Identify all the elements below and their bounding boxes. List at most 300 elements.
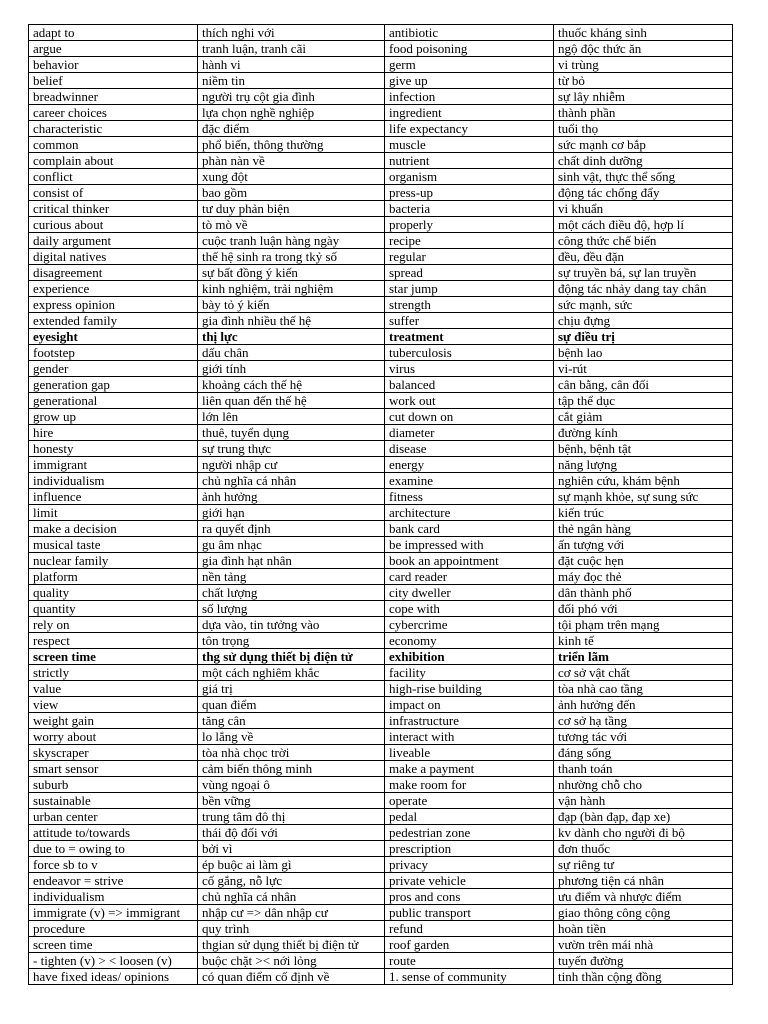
vietnamese-meaning-left: giới tính (198, 361, 385, 377)
vietnamese-meaning-left: ép buộc ai làm gì (198, 857, 385, 873)
english-term-right: city dweller (385, 585, 554, 601)
table-row (29, 153, 733, 169)
english-term-right: bacteria (385, 201, 554, 217)
table-row (29, 585, 733, 601)
vietnamese-meaning-left: chất lượng (198, 585, 385, 601)
table-row (29, 761, 733, 777)
table-row (29, 569, 733, 585)
vietnamese-meaning-left: chủ nghĩa cá nhân (198, 889, 385, 905)
vietnamese-meaning-left: chủ nghĩa cá nhân (198, 473, 385, 489)
vietnamese-meaning-right: đều, đều đặn (554, 249, 733, 265)
table-row (29, 825, 733, 841)
vietnamese-meaning-left: bền vững (198, 793, 385, 809)
vietnamese-meaning-right: từ bỏ (554, 73, 733, 89)
table-row (29, 185, 733, 201)
english-term-right: tuberculosis (385, 345, 554, 361)
english-term-right: liveable (385, 745, 554, 761)
vietnamese-meaning-right: vi-rút (554, 361, 733, 377)
english-term-left: grow up (29, 409, 198, 425)
vietnamese-meaning-right: ngộ độc thức ăn (554, 41, 733, 57)
english-term-left: disagreement (29, 265, 198, 281)
table-row (29, 713, 733, 729)
vietnamese-meaning-left: lo lắng về (198, 729, 385, 745)
english-term-right: cut down on (385, 409, 554, 425)
vietnamese-meaning-right: giao thông công cộng (554, 905, 733, 921)
table-row (29, 249, 733, 265)
vietnamese-meaning-right: nhường chỗ cho (554, 777, 733, 793)
vietnamese-meaning-right: bệnh lao (554, 345, 733, 361)
table-row (29, 217, 733, 233)
vocabulary-table-body (29, 25, 733, 985)
vietnamese-meaning-left: bởi vì (198, 841, 385, 857)
table-row (29, 89, 733, 105)
english-term-right: spread (385, 265, 554, 281)
english-term-left: complain about (29, 153, 198, 169)
english-term-right: virus (385, 361, 554, 377)
vietnamese-meaning-left: ra quyết định (198, 521, 385, 537)
vietnamese-meaning-right: vận hành (554, 793, 733, 809)
english-term-right: architecture (385, 505, 554, 521)
table-row (29, 809, 733, 825)
english-term-right: fitness (385, 489, 554, 505)
table-row (29, 377, 733, 393)
vietnamese-meaning-left: lựa chọn nghề nghiệp (198, 105, 385, 121)
english-term-left: rely on (29, 617, 198, 633)
english-term-right: exhibition (385, 649, 554, 665)
english-term-right: cope with (385, 601, 554, 617)
english-term-left: argue (29, 41, 198, 57)
vietnamese-meaning-left: lớn lên (198, 409, 385, 425)
vietnamese-meaning-left: giá trị (198, 681, 385, 697)
english-term-left: skyscraper (29, 745, 198, 761)
english-term-right: muscle (385, 137, 554, 153)
vietnamese-meaning-left: thg sử dụng thiết bị điện tử (198, 649, 385, 665)
table-row (29, 889, 733, 905)
english-term-left: platform (29, 569, 198, 585)
english-term-right: cybercrime (385, 617, 554, 633)
table-row (29, 681, 733, 697)
english-term-right: suffer (385, 313, 554, 329)
table-row (29, 473, 733, 489)
english-term-left: suburb (29, 777, 198, 793)
english-term-right: roof garden (385, 937, 554, 953)
vietnamese-meaning-left: phàn nàn về (198, 153, 385, 169)
english-term-right: operate (385, 793, 554, 809)
english-term-right: properly (385, 217, 554, 233)
table-row (29, 409, 733, 425)
english-term-right: energy (385, 457, 554, 473)
english-term-left: worry about (29, 729, 198, 745)
table-row (29, 121, 733, 137)
table-row (29, 441, 733, 457)
english-term-left: immigrate (v) => immigrant (29, 905, 198, 921)
vietnamese-meaning-left: gu âm nhạc (198, 537, 385, 553)
vietnamese-meaning-right: sự mạnh khỏe, sự sung sức (554, 489, 733, 505)
vietnamese-meaning-left: thế hệ sinh ra trong tkỷ số (198, 249, 385, 265)
vietnamese-meaning-right: phương tiện cá nhân (554, 873, 733, 889)
table-row (29, 489, 733, 505)
english-term-left: musical taste (29, 537, 198, 553)
vietnamese-meaning-right: động tác chống đẩy (554, 185, 733, 201)
english-term-left: nuclear family (29, 553, 198, 569)
vietnamese-meaning-left: tòa nhà chọc trời (198, 745, 385, 761)
table-row (29, 233, 733, 249)
english-term-right: make room for (385, 777, 554, 793)
english-term-left: quality (29, 585, 198, 601)
table-row (29, 41, 733, 57)
english-term-right: press-up (385, 185, 554, 201)
english-term-left: gender (29, 361, 198, 377)
vietnamese-meaning-left: thgian sử dụng thiết bị điện tử (198, 937, 385, 953)
table-row (29, 953, 733, 969)
english-term-right: impact on (385, 697, 554, 713)
vietnamese-meaning-right: đặt cuộc hẹn (554, 553, 733, 569)
table-row (29, 857, 733, 873)
vietnamese-meaning-left: hành vi (198, 57, 385, 73)
vietnamese-meaning-right: tập thể dục (554, 393, 733, 409)
vietnamese-meaning-right: máy đọc thẻ (554, 569, 733, 585)
table-row (29, 361, 733, 377)
english-term-left: respect (29, 633, 198, 649)
table-row (29, 265, 733, 281)
table-row (29, 505, 733, 521)
vietnamese-meaning-left: trung tâm đô thị (198, 809, 385, 825)
english-term-right: life expectancy (385, 121, 554, 137)
english-term-left: curious about (29, 217, 198, 233)
vietnamese-meaning-left: buộc chặt >< nới lỏng (198, 953, 385, 969)
english-term-right: strength (385, 297, 554, 313)
vietnamese-meaning-right: đường kính (554, 425, 733, 441)
table-row (29, 393, 733, 409)
table-row (29, 905, 733, 921)
vietnamese-meaning-left: cuộc tranh luận hàng ngày (198, 233, 385, 249)
vietnamese-meaning-right: tòa nhà cao tầng (554, 681, 733, 697)
table-row (29, 297, 733, 313)
vietnamese-meaning-right: tuyến đường (554, 953, 733, 969)
table-row (29, 793, 733, 809)
english-term-right: privacy (385, 857, 554, 873)
english-term-right: book an appointment (385, 553, 554, 569)
english-term-right: refund (385, 921, 554, 937)
english-term-left: screen time (29, 937, 198, 953)
vietnamese-meaning-right: chất dinh dưỡng (554, 153, 733, 169)
english-term-right: 1. sense of community (385, 969, 554, 985)
vietnamese-meaning-left: gia đình hạt nhân (198, 553, 385, 569)
table-row (29, 105, 733, 121)
english-term-right: recipe (385, 233, 554, 249)
vietnamese-meaning-right: vi trùng (554, 57, 733, 73)
english-term-left: urban center (29, 809, 198, 825)
table-row (29, 73, 733, 89)
vietnamese-meaning-left: số lượng (198, 601, 385, 617)
english-term-left: strictly (29, 665, 198, 681)
english-term-left: immigrant (29, 457, 198, 473)
english-term-left: hire (29, 425, 198, 441)
english-term-left: have fixed ideas/ opinions (29, 969, 198, 985)
english-term-right: ingredient (385, 105, 554, 121)
table-row (29, 201, 733, 217)
table-row (29, 57, 733, 73)
english-term-right: infection (385, 89, 554, 105)
english-term-left: eyesight (29, 329, 198, 345)
vietnamese-meaning-left: ảnh hưởng (198, 489, 385, 505)
english-term-left: sustainable (29, 793, 198, 809)
vietnamese-meaning-right: đơn thuốc (554, 841, 733, 857)
table-row (29, 937, 733, 953)
vietnamese-meaning-right: tinh thần cộng đồng (554, 969, 733, 985)
vietnamese-meaning-left: tranh luận, tranh cãi (198, 41, 385, 57)
vietnamese-meaning-right: triển lãm (554, 649, 733, 665)
table-row (29, 617, 733, 633)
english-term-right: diameter (385, 425, 554, 441)
vietnamese-meaning-right: đối phó với (554, 601, 733, 617)
table-row (29, 969, 733, 985)
table-row (29, 873, 733, 889)
english-term-right: balanced (385, 377, 554, 393)
vietnamese-meaning-right: sự riêng tư (554, 857, 733, 873)
table-row (29, 745, 733, 761)
vietnamese-meaning-right: ưu điểm và nhược điểm (554, 889, 733, 905)
english-term-right: disease (385, 441, 554, 457)
english-term-left: smart sensor (29, 761, 198, 777)
english-term-left: weight gain (29, 713, 198, 729)
vietnamese-meaning-left: giới hạn (198, 505, 385, 521)
vietnamese-meaning-right: một cách điều độ, hợp lí (554, 217, 733, 233)
english-term-left: quantity (29, 601, 198, 617)
english-term-right: high-rise building (385, 681, 554, 697)
english-term-left: force sb to v (29, 857, 198, 873)
vietnamese-meaning-right: hoàn tiền (554, 921, 733, 937)
vietnamese-meaning-left: quan điểm (198, 697, 385, 713)
vietnamese-meaning-right: thành phần (554, 105, 733, 121)
english-term-right: star jump (385, 281, 554, 297)
vietnamese-meaning-left: người nhập cư (198, 457, 385, 473)
vietnamese-meaning-right: thuốc kháng sinh (554, 25, 733, 41)
vietnamese-meaning-left: thuê, tuyển dụng (198, 425, 385, 441)
english-term-right: facility (385, 665, 554, 681)
vietnamese-meaning-left: đặc điểm (198, 121, 385, 137)
vietnamese-meaning-right: tương tác với (554, 729, 733, 745)
vietnamese-meaning-left: niềm tin (198, 73, 385, 89)
vietnamese-meaning-right: sự điều trị (554, 329, 733, 345)
english-term-right: economy (385, 633, 554, 649)
vietnamese-meaning-left: dấu chân (198, 345, 385, 361)
table-row (29, 169, 733, 185)
table-row (29, 921, 733, 937)
vietnamese-meaning-left: phổ biến, thông thường (198, 137, 385, 153)
vietnamese-meaning-left: nền tảng (198, 569, 385, 585)
table-row (29, 649, 733, 665)
table-row (29, 697, 733, 713)
vietnamese-meaning-right: cơ sở hạ tầng (554, 713, 733, 729)
english-term-left: procedure (29, 921, 198, 937)
english-term-left: generational (29, 393, 198, 409)
vietnamese-meaning-right: kv dành cho người đi bộ (554, 825, 733, 841)
vietnamese-meaning-right: sức mạnh cơ bắp (554, 137, 733, 153)
english-term-left: critical thinker (29, 201, 198, 217)
english-term-right: antibiotic (385, 25, 554, 41)
table-row (29, 633, 733, 649)
english-term-left: influence (29, 489, 198, 505)
english-term-right: bank card (385, 521, 554, 537)
english-term-left: individualism (29, 473, 198, 489)
english-term-right: germ (385, 57, 554, 73)
table-row (29, 601, 733, 617)
vietnamese-meaning-right: cân bằng, cân đối (554, 377, 733, 393)
vietnamese-meaning-left: tư duy phản biện (198, 201, 385, 217)
vietnamese-meaning-right: thẻ ngân hàng (554, 521, 733, 537)
english-term-left: digital natives (29, 249, 198, 265)
vietnamese-meaning-right: ảnh hưởng đến (554, 697, 733, 713)
english-term-left: honesty (29, 441, 198, 457)
english-term-right: public transport (385, 905, 554, 921)
vietnamese-meaning-right: đạp (bàn đạp, đạp xe) (554, 809, 733, 825)
english-term-right: make a payment (385, 761, 554, 777)
english-term-left: conflict (29, 169, 198, 185)
table-row (29, 729, 733, 745)
english-term-left: experience (29, 281, 198, 297)
table-row (29, 25, 733, 41)
english-term-left: breadwinner (29, 89, 198, 105)
vietnamese-meaning-right: tuổi thọ (554, 121, 733, 137)
english-term-left: individualism (29, 889, 198, 905)
vocabulary-table (28, 24, 733, 985)
english-term-right: private vehicle (385, 873, 554, 889)
english-term-right: regular (385, 249, 554, 265)
vietnamese-meaning-left: bao gồm (198, 185, 385, 201)
vietnamese-meaning-left: cố gắng, nỗ lực (198, 873, 385, 889)
vietnamese-meaning-right: năng lượng (554, 457, 733, 473)
english-term-right: give up (385, 73, 554, 89)
vietnamese-meaning-right: ấn tượng với (554, 537, 733, 553)
vietnamese-meaning-left: sự bất đồng ý kiến (198, 265, 385, 281)
english-term-left: - tighten (v) > < loosen (v) (29, 953, 198, 969)
table-row (29, 345, 733, 361)
english-term-right: organism (385, 169, 554, 185)
english-term-left: attitude to/towards (29, 825, 198, 841)
vietnamese-meaning-left: có quan điểm cố định về (198, 969, 385, 985)
english-term-left: common (29, 137, 198, 153)
vietnamese-meaning-right: bệnh, bệnh tật (554, 441, 733, 457)
vietnamese-meaning-left: nhập cư => dân nhập cư (198, 905, 385, 921)
table-row (29, 553, 733, 569)
vietnamese-meaning-left: xung đột (198, 169, 385, 185)
english-term-left: belief (29, 73, 198, 89)
english-term-left: limit (29, 505, 198, 521)
vietnamese-meaning-left: liên quan đến thế hệ (198, 393, 385, 409)
vietnamese-meaning-right: chịu đựng (554, 313, 733, 329)
vietnamese-meaning-right: vườn trên mái nhà (554, 937, 733, 953)
english-term-left: characteristic (29, 121, 198, 137)
vietnamese-meaning-right: đáng sống (554, 745, 733, 761)
table-row (29, 281, 733, 297)
vietnamese-meaning-left: tôn trọng (198, 633, 385, 649)
vietnamese-meaning-left: kinh nghiệm, trải nghiệm (198, 281, 385, 297)
vietnamese-meaning-right: sự lây nhiễm (554, 89, 733, 105)
vietnamese-meaning-right: sinh vật, thực thể sống (554, 169, 733, 185)
table-row (29, 841, 733, 857)
vietnamese-meaning-left: khoảng cách thế hệ (198, 377, 385, 393)
table-row (29, 313, 733, 329)
english-term-left: consist of (29, 185, 198, 201)
vietnamese-meaning-left: sự trung thực (198, 441, 385, 457)
english-term-right: pros and cons (385, 889, 554, 905)
english-term-right: work out (385, 393, 554, 409)
vietnamese-meaning-right: vi khuẩn (554, 201, 733, 217)
vietnamese-meaning-left: một cách nghiêm khắc (198, 665, 385, 681)
english-term-left: daily argument (29, 233, 198, 249)
vietnamese-meaning-right: cơ sở vật chất (554, 665, 733, 681)
table-row (29, 425, 733, 441)
english-term-left: extended family (29, 313, 198, 329)
vietnamese-meaning-left: thị lực (198, 329, 385, 345)
english-term-right: examine (385, 473, 554, 489)
vietnamese-meaning-left: tăng cân (198, 713, 385, 729)
vietnamese-meaning-left: người trụ cột gia đình (198, 89, 385, 105)
vietnamese-meaning-right: tội phạm trên mạng (554, 617, 733, 633)
vietnamese-meaning-right: kinh tế (554, 633, 733, 649)
english-term-left: career choices (29, 105, 198, 121)
english-term-left: behavior (29, 57, 198, 73)
table-row (29, 457, 733, 473)
english-term-left: footstep (29, 345, 198, 361)
english-term-right: be impressed with (385, 537, 554, 553)
table-row (29, 137, 733, 153)
english-term-left: make a decision (29, 521, 198, 537)
vietnamese-meaning-right: sức mạnh, sức (554, 297, 733, 313)
vietnamese-meaning-left: gia đình nhiều thế hệ (198, 313, 385, 329)
vietnamese-meaning-right: sự truyền bá, sự lan truyền (554, 265, 733, 281)
vietnamese-meaning-left: thái độ đối với (198, 825, 385, 841)
vietnamese-meaning-left: thích nghi với (198, 25, 385, 41)
vietnamese-meaning-right: cắt giảm (554, 409, 733, 425)
english-term-right: food poisoning (385, 41, 554, 57)
english-term-right: interact with (385, 729, 554, 745)
table-row (29, 665, 733, 681)
vietnamese-meaning-left: bày tỏ ý kiến (198, 297, 385, 313)
vietnamese-meaning-left: tò mò về (198, 217, 385, 233)
english-term-right: infrastructure (385, 713, 554, 729)
table-row (29, 537, 733, 553)
english-term-left: view (29, 697, 198, 713)
table-row (29, 329, 733, 345)
english-term-right: nutrient (385, 153, 554, 169)
english-term-left: due to = owing to (29, 841, 198, 857)
vietnamese-meaning-right: kiến trúc (554, 505, 733, 521)
english-term-left: adapt to (29, 25, 198, 41)
vietnamese-meaning-left: dựa vào, tin tưởng vào (198, 617, 385, 633)
vietnamese-meaning-left: cảm biến thông minh (198, 761, 385, 777)
english-term-left: generation gap (29, 377, 198, 393)
table-row (29, 521, 733, 537)
vietnamese-meaning-left: quy trình (198, 921, 385, 937)
table-row (29, 777, 733, 793)
english-term-left: endeavor = strive (29, 873, 198, 889)
vietnamese-meaning-left: vùng ngoại ô (198, 777, 385, 793)
english-term-right: prescription (385, 841, 554, 857)
vietnamese-meaning-right: dân thành phố (554, 585, 733, 601)
english-term-right: card reader (385, 569, 554, 585)
english-term-right: pedestrian zone (385, 825, 554, 841)
vietnamese-meaning-right: động tác nhảy dang tay chân (554, 281, 733, 297)
vietnamese-meaning-right: công thức chế biến (554, 233, 733, 249)
english-term-right: treatment (385, 329, 554, 345)
vietnamese-meaning-right: nghiên cứu, khám bệnh (554, 473, 733, 489)
english-term-right: route (385, 953, 554, 969)
english-term-left: express opinion (29, 297, 198, 313)
vietnamese-meaning-right: thanh toán (554, 761, 733, 777)
english-term-right: pedal (385, 809, 554, 825)
